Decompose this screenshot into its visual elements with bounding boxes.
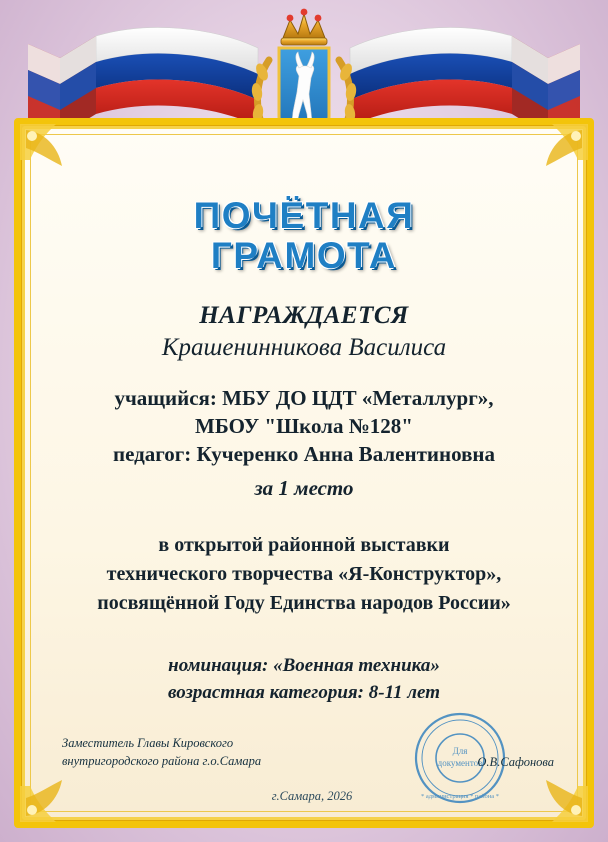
- certificate-title: [0, 196, 608, 276]
- event-line: посвящённой Году Единства народов России»: [97, 592, 511, 614]
- event-line: технического творчества «Я-Конструктор»,: [106, 563, 502, 585]
- svg-text:* администрация * района *: * администрация * района *: [420, 793, 500, 800]
- signatory-position-line-1: Заместитель Главы Кировского: [62, 736, 234, 750]
- nomination-line: возрастная категория: 8-11 лет: [167, 682, 440, 703]
- nomination-line: номинация: «Военная техника»: [168, 655, 440, 676]
- info-block: [46, 384, 562, 468]
- event-line: в открытой районной выставки: [158, 534, 450, 556]
- title-line-1: ПОЧЁТНАЯ: [193, 195, 415, 236]
- award-place: за 1 место: [254, 476, 354, 500]
- svg-text:документов: документов: [437, 758, 483, 768]
- awarded-label: НАГРАЖДАЕТСЯ: [199, 302, 409, 329]
- nomination-block: [46, 652, 562, 706]
- info-line: учащийся: МБУ ДО ЦДТ «Металлург»,: [114, 386, 494, 410]
- title-line-2: ГРАМОТА: [210, 235, 398, 276]
- city-and-date: г.Самара, 2026: [271, 789, 353, 803]
- signatory-name: О.В.Сафонова: [477, 755, 554, 769]
- signatory-position-line-2: внутригородского района г.о.Самара: [62, 754, 262, 768]
- info-line: МБОУ "Школа №128": [195, 414, 413, 438]
- svg-text:Для: Для: [452, 746, 468, 756]
- event-block: [46, 531, 562, 618]
- recipient-name: Крашенинникова Василиса: [161, 334, 447, 361]
- signatory-position: [62, 734, 261, 770]
- info-line: педагог: Кучеренко Анна Валентиновна: [112, 442, 496, 466]
- certificate-body: [46, 302, 562, 706]
